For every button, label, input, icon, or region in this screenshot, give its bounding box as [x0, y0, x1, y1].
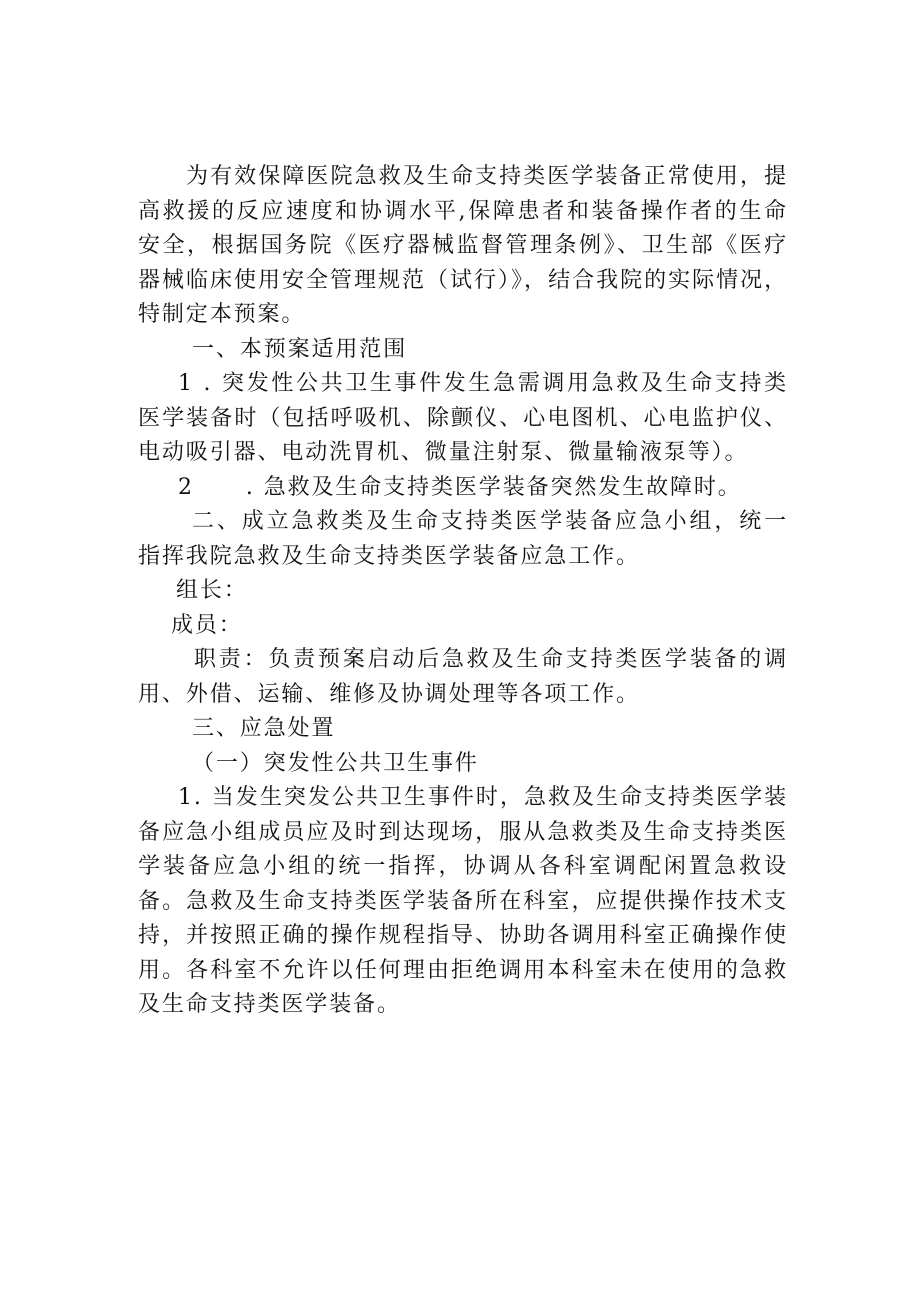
document-body — [138, 160, 788, 1023]
section-heading-team: 二、成立急救类及生命支持类医学装备应急小组，统一指挥我院急救及生命支持类医学装备应急工作。 — [138, 509, 788, 569]
scope-item-1: 1 . 突发性公共卫生事件发生急需调用急救及生命支持类医学装备时（包括呼吸机、除颤仪、心电图机、心电监护仪、电动吸引器、电动洗胃机、微量注射泵、微量输液泵等）。 — [138, 371, 788, 465]
team-members-line: 成员： — [171, 612, 243, 638]
response-item-1: 1. 当发生突发公共卫生事件时，急救及生命支持类医学装备应急小组成员应及时到达现场，服从急救类及生命支持类医学装备应急小组的统一指挥，协调从各科室调配闲置急救设备。急救及生命支持类医学装备所在科室，应提供操作技术支持，并按照正确的操作规程指导、协助各调用科室正确操作使用。各科室不允许以任何理由拒绝调用本科室未在使用的急救及生命支持类医学装备。 — [138, 785, 788, 1017]
scope-item-2 — [138, 471, 788, 506]
scope-item-2-number: 2 — [178, 474, 194, 500]
team-duties-paragraph: 职责：负责预案启动后急救及生命支持类医学装备的调用、外借、运输、维修及协调处理等各项工作。 — [138, 647, 788, 707]
preamble-paragraph: 为有效保障医院急救及生命支持类医学装备正常使用，提高救援的反应速度和协调水平,保障患者和装备操作者的生命安全，根据国务院《医疗器械监督管理条例》、卫生部《医疗器械临床使用安全管理规范（试行）》，结合我院的实际情况，特制定本预案。 — [138, 164, 788, 327]
section-heading-scope: 一、本预案适用范围 — [192, 336, 408, 362]
scope-item-2-text: . 急救及生命支持类医学装备突然发生故障时。 — [245, 474, 742, 500]
team-leader-line: 组长： — [176, 578, 248, 603]
section-heading-response: 三、应急处置 — [192, 716, 336, 741]
subsection-heading-public-health: （一）突发性公共卫生事件 — [192, 750, 479, 776]
